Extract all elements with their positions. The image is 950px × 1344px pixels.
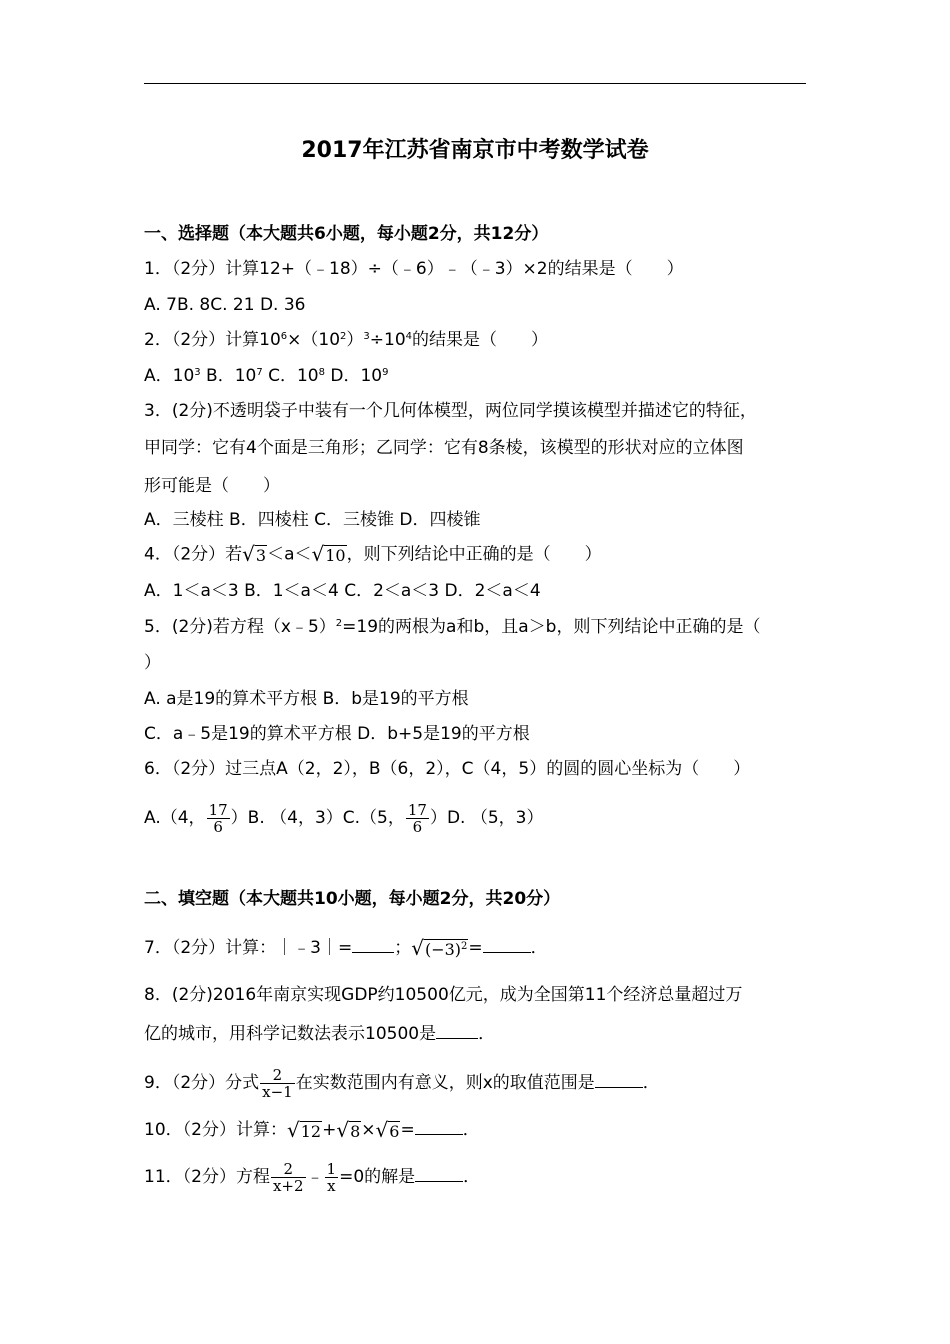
answer-blank: [595, 1073, 643, 1088]
fraction-17-6: $\frac{17}{6}$: [208, 800, 228, 836]
fraction-2-over-x-plus-2: $\frac{2}{x+2}$: [272, 1159, 304, 1195]
q5-text-cont: ）: [144, 653, 161, 673]
sqrt-10: √ 10: [311, 542, 346, 566]
q5-options-2: C．a﹣5是19的算术平方根 D．b+5是19的平方根: [144, 724, 530, 744]
q3-line-1: 3．(2分)不透明袋子中装有一个几何体模型，两位同学摸该模型并描述它的特征，: [144, 401, 757, 421]
q2-text: 2．（2分）计算$10^6\times(10^2)^3\div 10^4$的结果是（ ）: [144, 330, 549, 350]
q5-options-1: A. a是19的算术平方根 B．b是19的平方根: [144, 689, 469, 709]
q6-text: 6．（2分）过三点A（2，2），B（6，2），C（4，5）的圆的圆心坐标为（ ）: [144, 759, 751, 779]
fraction-1-over-x: $\frac{1}{x}$: [326, 1159, 337, 1195]
q4-text: 4．（2分）若 √ 3 ＜a＜ √ 10 ，则下列结论中正确的是（ ）: [144, 542, 602, 566]
sqrt-6: √ 6: [375, 1117, 400, 1142]
q8-line-2: 亿的城市，用科学记数法表示10500是 ．: [144, 1024, 496, 1044]
q7-text: 7．（2分）计算：｜﹣3｜= ； √ $(-3)^2$ = ．: [144, 935, 548, 960]
answer-blank: [483, 938, 531, 953]
q5-text: 5．(2分)若方程（x﹣5）$^2$=19的两根为a和b，且a＞b，则下列结论中正确的是（: [144, 617, 761, 637]
q3-line-2: 甲同学：它有4个面是三角形；乙同学：它有8条棱，该模型的形状对应的立体图: [144, 438, 744, 458]
q10-text: 10．（2分）计算： √ 12 + √ 8 × √ 6 = ．: [144, 1117, 480, 1142]
top-rule: [144, 83, 806, 84]
page-title: 2017年江苏省南京市中考数学试卷: [301, 138, 649, 163]
fraction-2-over-x-1: $\frac{2}{x-1}$: [262, 1065, 293, 1101]
q3-options: A．三棱柱 B．四棱柱 C．三棱锥 D．四棱锥: [144, 510, 481, 530]
q11-text: 11．（2分）方程 $\frac{2}{x+2}$ ﹣ $\frac{1}{x}$ =0的解是 ．: [144, 1159, 481, 1195]
q6-options: A.（4， $\frac{17}{6}$ ）B. （4，3）C.（5， $\frac{17}{6}$ ）D. （5，3）: [144, 800, 544, 836]
answer-blank: [415, 1120, 463, 1135]
answer-blank: [436, 1024, 478, 1039]
answer-blank: [415, 1167, 463, 1182]
sqrt-12: √ 12: [286, 1117, 322, 1142]
sqrt-neg3-squared: √ $(-3)^2$: [411, 935, 468, 960]
section-1-heading: 一、选择题（本大题共6小题，每小题2分，共12分）: [144, 224, 549, 244]
sqrt-3: √ 3: [242, 542, 267, 566]
answer-blank: [352, 938, 394, 953]
q8-line-1: 8．(2分)2016年南京实现GDP约10500亿元，成为全国第11个经济总量超过万: [144, 985, 743, 1005]
q1-text: 1．（2分）计算12+（﹣18）÷（﹣6）﹣（﹣3）×2的结果是（ ）: [144, 259, 684, 279]
section-2-heading: 二、填空题（本大题共10小题，每小题2分，共20分）: [144, 889, 561, 909]
q9-text: 9．（2分）分式 $\frac{2}{x-1}$ 在实数范围内有意义，则x的取值范围是 ．: [144, 1065, 660, 1101]
q4-options: A．1＜a＜3 B．1＜a＜4 C．2＜a＜3 D．2＜a＜4: [144, 581, 541, 601]
fraction-17-6: $\frac{17}{6}$: [407, 800, 427, 836]
sqrt-8: √ 8: [336, 1117, 361, 1142]
q3-line-3: 形可能是（ ）: [144, 476, 280, 496]
q1-options: A. 7B. 8C. 21 D. 36: [144, 295, 306, 315]
q2-options: A．$10^3$ B．$10^7$ C．$10^8$ D．$10^9$: [144, 366, 389, 386]
